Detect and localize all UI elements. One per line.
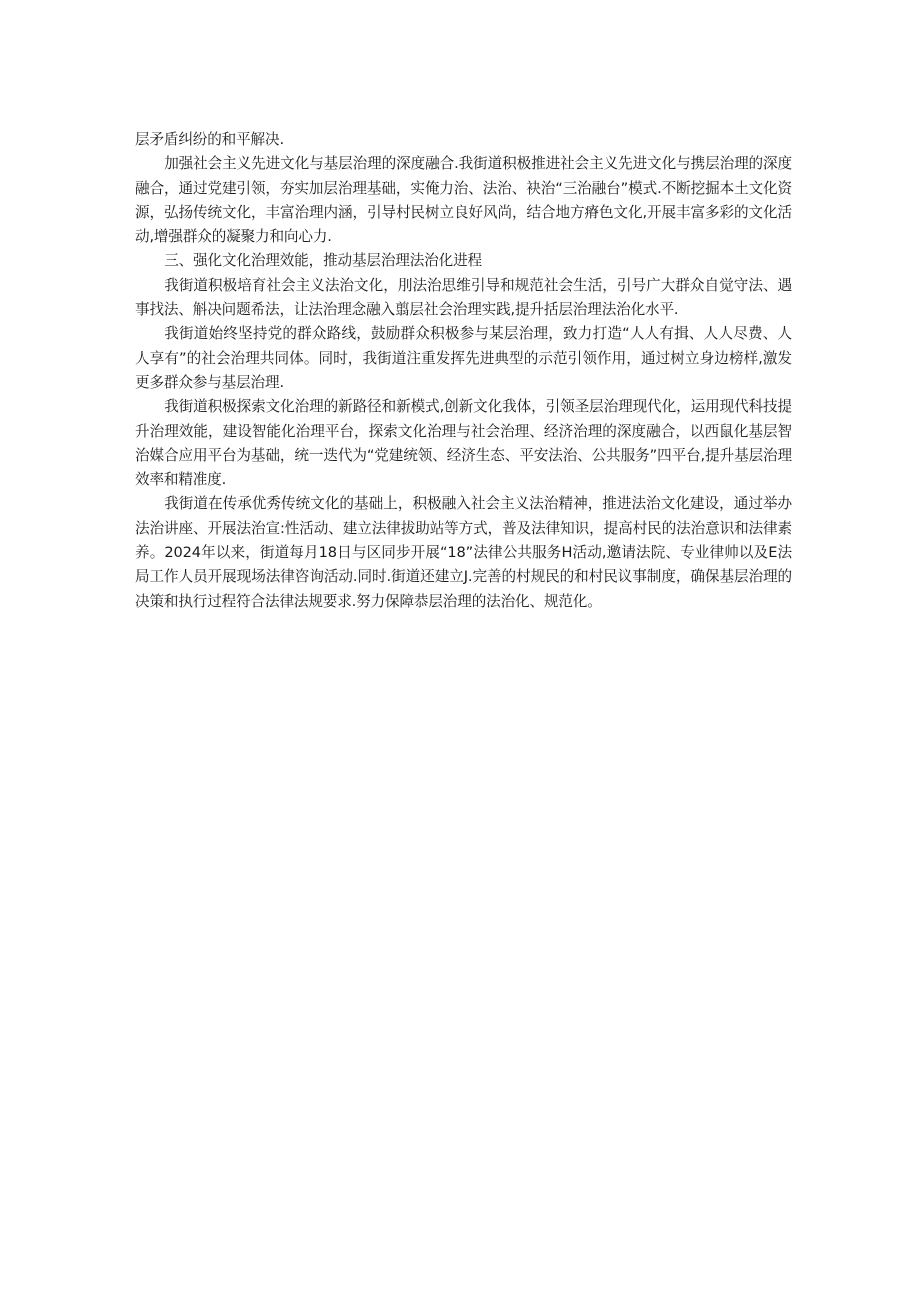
paragraph-rule-of-law-culture: 我街道积极培育社会主义法治文化，刖法治思维引导和规范社会生活，引号广大群众自觉守法、遇事找法、斛决问题希法，让法治理念融入翦层社会治理实践,提升括层治理法治化水平.	[135, 276, 792, 319]
paragraph-culture-integration: 加强社会主义先进文化与基层治理的深度融合.我街道积极推进社会主义先进文化与携层治理的深度融合，通过党建引领，夯实加层治理基础，实俺力治、法治、袂治“三治融台”模式.不断挖掘本土文化资源，弘扬传统文化，丰富治理内涵，引导村民树立良好风尚，结合地方瘠色文化,开展丰富多彩的文化活动,增强群众的凝聚力和向心力.	[135, 155, 792, 246]
paragraph-continued: 层矛盾纠纷的和平解决.	[135, 131, 284, 148]
section-heading-3: 三、强化文化治理效能，推动基层治理法治化进程	[164, 252, 482, 270]
paragraph-mass-line: 我街道始终坚持党的群众路线，鼓励群众积极参与某层治理，致力打造“人人有揖、人人尽费、人人享有”的社会治理共同体。同时，我街道注重发挥先进典型的示范引领作用，通过树立身边榜样,激发更多群众参与基层治理.	[135, 325, 792, 391]
paragraph-legal-education: 我街道在传承优秀传统文化的基础上，积极融入社会主义法治精神，推进法治文化建设，通过举办法治讲座、开展法治宣:性活动、建立法律拔助站等方式，普及法律知识，提高村民的法治意识和法律素养。2024年以来，街道每月18日与区同步开展“18”法律公共服务H活动,邀请法院、专业律帅以及E法局工作人员开展现场法律咨询活动.同时.街道还建立J.完善的村规民的和村民议事制度，确保基层治理的决策和执行过程符合法律法规要求.努力保障恭层治理的法治化、规范化。	[135, 495, 792, 610]
paragraph-new-models: 我街道积极探索文化治理的新路径和新模式,创新文化我体，引领圣层治理现代化，运用现代科技提升治理效能，建设智能化治理平台，探索文化治理与社会治理、经济治理的深度融合，以西鼠化基层智治媒合应用平台为基础，统一迭代为“党建统领、经济生态、平安法治、公共服务”四平台,提升基层治理效率和精准度.	[135, 398, 792, 489]
document-body	[135, 128, 792, 614]
